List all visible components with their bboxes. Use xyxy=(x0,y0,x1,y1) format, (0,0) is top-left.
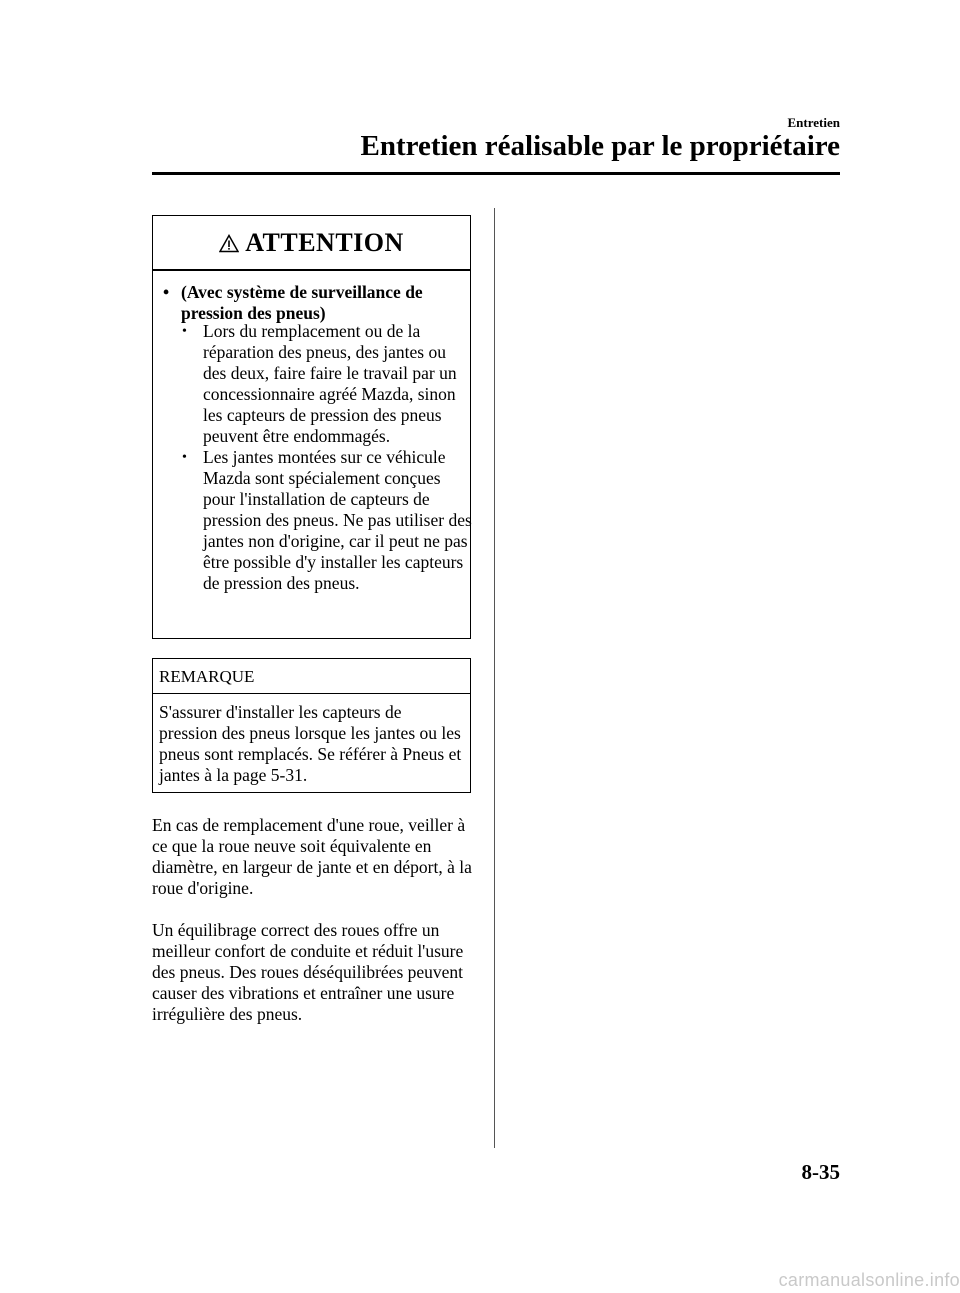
attention-sub-item-text: Lors du remplacement ou de la réparation des pneus, des jantes ou des deux, faire faire le travail par un concessionnaire agréé Mazda, sinon les capteurs de pression des pneus peuvent être endommagés. xyxy=(203,321,457,446)
remarque-rule xyxy=(153,693,470,694)
attention-title: ATTENTION xyxy=(245,228,404,257)
sub-bullet-dot: • xyxy=(182,450,187,465)
attention-sub-item-text: Les jantes montées sur ce véhicule Mazda sont spécialement conçues pour l'installation de capteurs de pression des pneus. Ne pas utiliser des jantes non d'origine, car il peut ne pas être possible d'y installer les capteurs de pression des pneus. xyxy=(203,447,472,593)
remarque-title: REMARQUE xyxy=(159,667,255,686)
bullet-dot: • xyxy=(163,282,170,302)
page-number: 8-35 xyxy=(801,1160,840,1184)
section-label: Entretien xyxy=(787,115,840,130)
column-divider xyxy=(494,208,495,1148)
attention-sub-list xyxy=(182,321,472,594)
remarque-text: S'assurer d'installer les capteurs de pression des pneus lorsque les jantes ou les pneus sont remplacés. Se référer à Pneus et jantes à la page 5-31. xyxy=(159,702,462,785)
sub-bullet-dot: • xyxy=(182,324,187,339)
attention-bullet xyxy=(163,282,463,324)
attention-bullet-text: (Avec système de surveillance de pression des pneus) xyxy=(181,282,423,323)
attention-rule xyxy=(153,269,470,271)
warning-triangle-icon xyxy=(219,234,239,253)
header-rule xyxy=(152,172,840,175)
body-paragraph: En cas de remplacement d'une roue, veiller à ce que la roue neuve soit équivalente en diamètre, en largeur de jante et en déport, à la roue d'origine. xyxy=(152,815,472,898)
watermark: carmanualsonline.info xyxy=(778,1270,960,1290)
remarque-box xyxy=(152,658,471,793)
attention-sub-item xyxy=(182,447,472,594)
attention-box xyxy=(152,215,471,639)
page-title: Entretien réalisable par le propriétaire xyxy=(360,130,840,162)
body-paragraph: Un équilibrage correct des roues offre un meilleur confort de conduite et réduit l'usure des pneus. Des roues déséquilibrées peuvent causer des vibrations et entraîner une usure irrégulière des pneus. xyxy=(152,920,464,1024)
attention-sub-item xyxy=(182,321,472,447)
attention-header xyxy=(153,224,470,262)
